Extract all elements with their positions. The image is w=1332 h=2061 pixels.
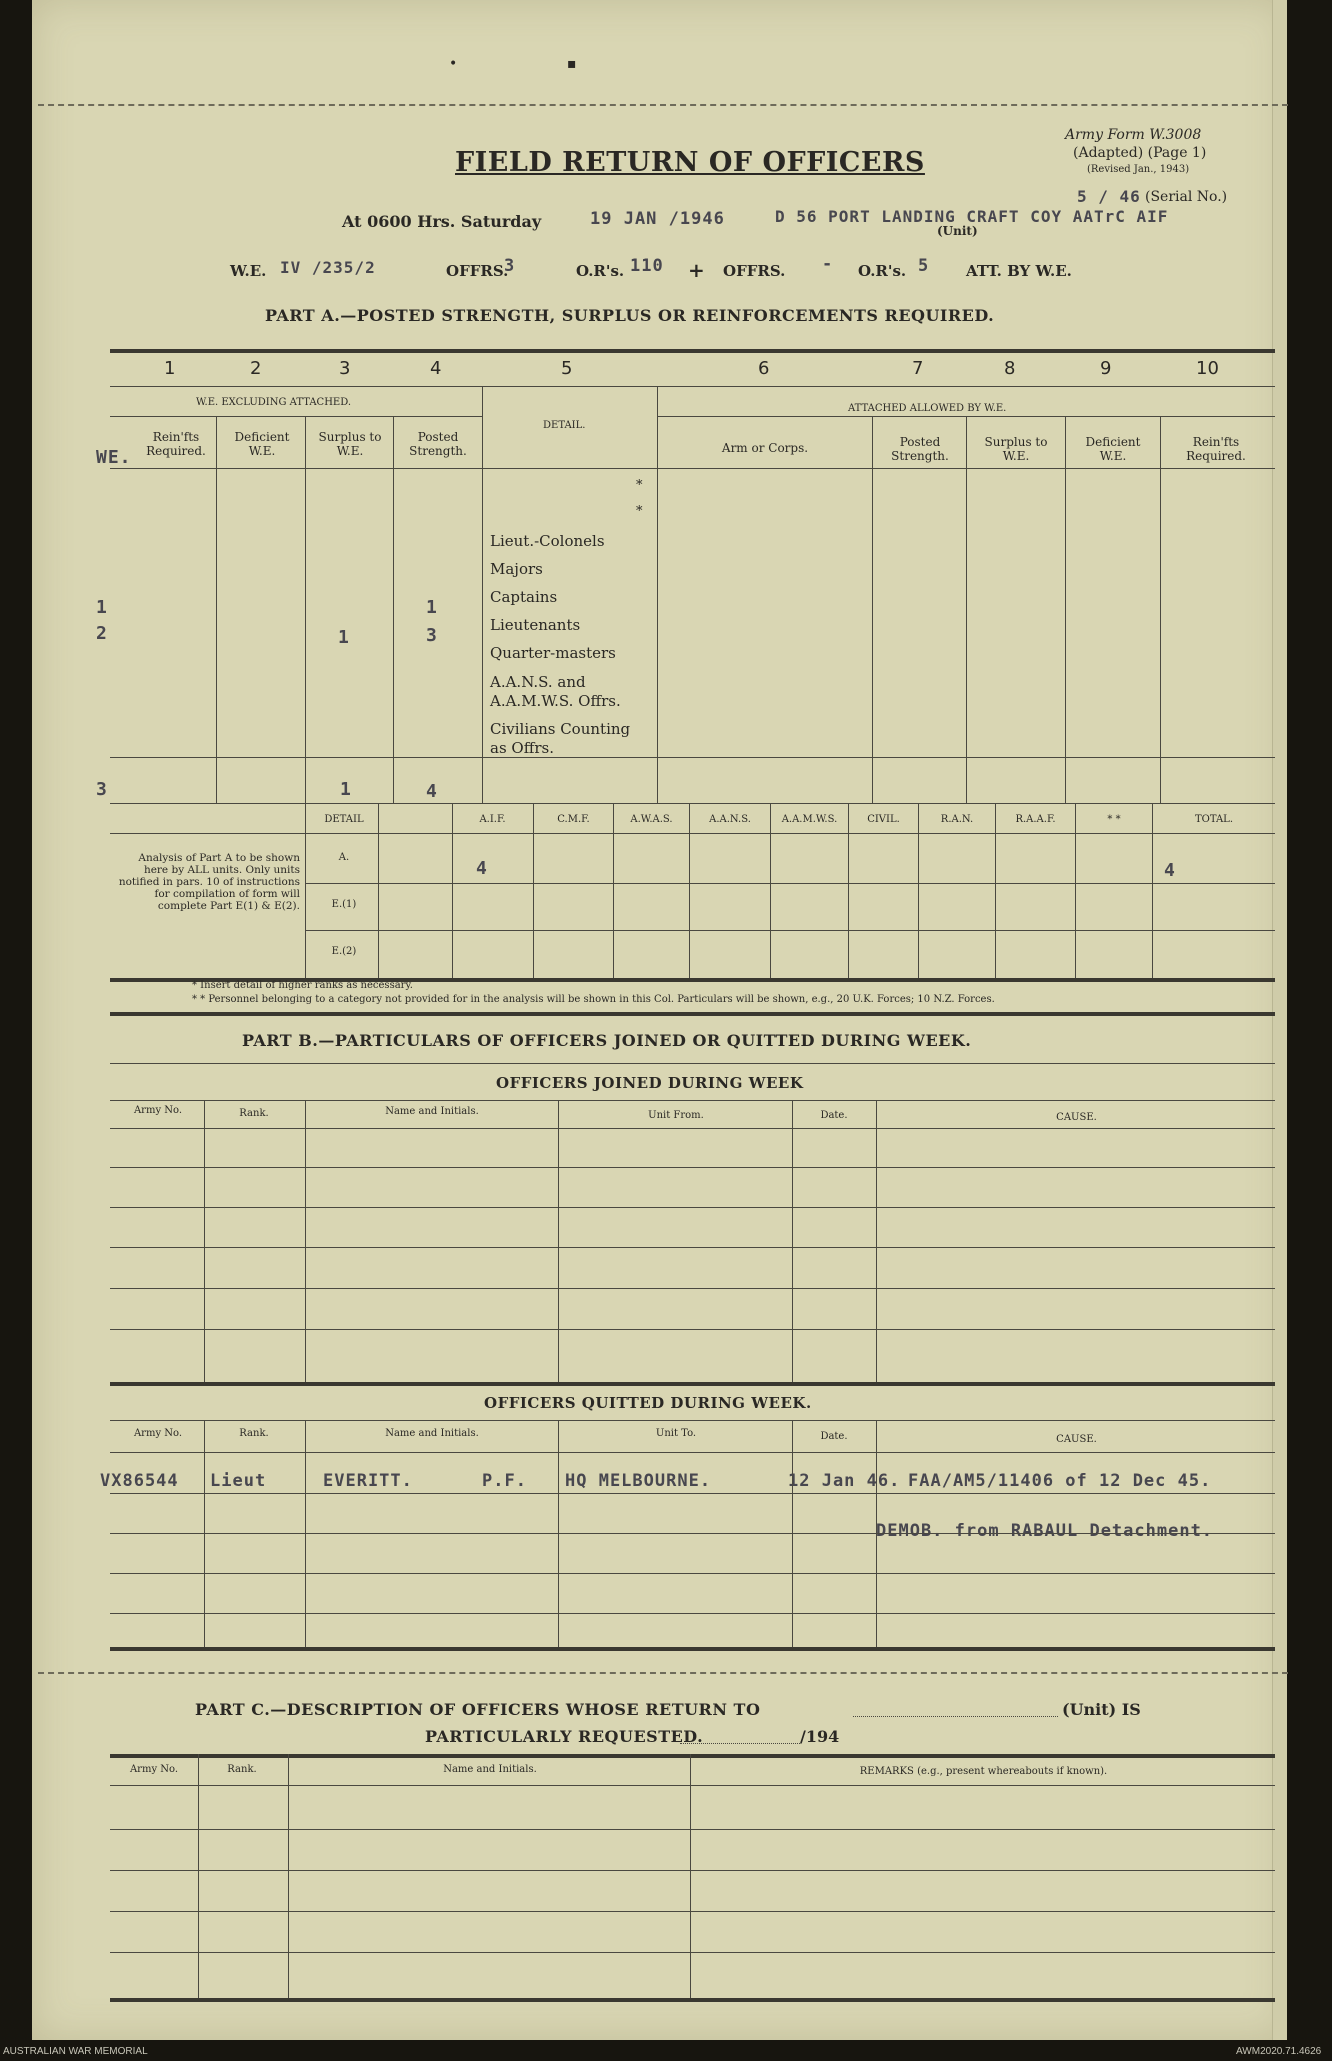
paper-edge (1272, 0, 1287, 2040)
perforation-top (38, 104, 1288, 106)
quitted-rank: Lieut (210, 1471, 267, 1491)
joined-heading: OFFICERS JOINED DURING WEEK (496, 1074, 804, 1092)
col-rule (876, 1420, 877, 1647)
analysis-head: A.A.N.S. (709, 814, 751, 825)
table-rule (110, 1911, 1275, 1912)
revised-label: (Revised Jan., 1943) (1087, 164, 1190, 175)
col-rule (288, 1754, 289, 1998)
quitted-army-no: VX86544 (100, 1471, 179, 1491)
col-rule (1152, 803, 1153, 978)
joined-col-rank: Rank. (239, 1108, 269, 1119)
col-number: 2 (250, 358, 262, 379)
offrs2-value: - (822, 254, 834, 274)
group-label-we: W.E. EXCLUDING ATTACHED. (196, 397, 352, 408)
table-rule (110, 833, 1275, 834)
table-rule (110, 1012, 1275, 1016)
table-rule (110, 1382, 1275, 1386)
col-rule (876, 1100, 877, 1382)
col-head-arm-corps: Arm or Corps. (721, 441, 809, 455)
col-rule (393, 416, 394, 803)
rank-label: Lieut.-Colonels (490, 532, 605, 550)
col-rule (305, 1100, 306, 1382)
quitted-col-name: Name and Initials. (385, 1428, 479, 1439)
analysis-head: R.A.A.F. (1015, 814, 1056, 825)
table-rule (110, 1167, 1275, 1168)
star-mark: * (636, 504, 643, 519)
table-rule (110, 1100, 1275, 1101)
quitted-cause-authority: FAA/AM5/11406 of 12 Dec 45. (908, 1471, 1212, 1491)
col-rule (204, 1100, 205, 1382)
table-rule (305, 883, 1275, 884)
col-head-posted: Posted Strength. (409, 430, 467, 458)
part-a-heading: PART A.—POSTED STRENGTH, SURPLUS OR REINFORCEMENTS REQUIRED. (265, 306, 995, 325)
analysis-row-label: E.(2) (331, 946, 357, 957)
table-rule (110, 1754, 1275, 1758)
col-rule (378, 803, 379, 978)
col-head-surplus: Surplus to W.E. (318, 430, 382, 458)
analysis-head: R.A.N. (940, 814, 974, 825)
joined-col-date: Date. (820, 1110, 848, 1121)
we-value-lieutenants: 2 (96, 623, 108, 644)
table-rule (110, 1870, 1275, 1871)
posted-value-lieutenants: 3 (426, 625, 438, 646)
col-rule (1075, 803, 1076, 978)
col-rule (305, 416, 306, 803)
col-number: 10 (1196, 358, 1219, 379)
col-rule (690, 1754, 691, 1998)
col-rule (558, 1100, 559, 1382)
col-head-att-surplus: Surplus to W.E. (984, 435, 1048, 463)
table-rule (110, 1829, 1275, 1830)
ors-label: O.R's. (576, 262, 625, 280)
ors2-value: 5 (918, 256, 930, 276)
ors-value: 110 (630, 256, 664, 276)
table-rule (110, 1288, 1275, 1289)
we-value-captains: 1 (96, 597, 108, 618)
table-rule (305, 930, 1275, 931)
quitted-col-unit: Unit To. (655, 1428, 697, 1439)
detail-header: DETAIL. (543, 420, 586, 431)
footer-accession: AWM2020.71.4626 (1236, 2046, 1322, 2057)
rank-label: A.A.N.S. and A.A.M.W.S. Offrs. (490, 673, 621, 710)
quitted-unit-to: HQ MELBOURNE. (565, 1471, 712, 1491)
analysis-head: C.M.F. (557, 814, 590, 825)
quitted-initials: P.F. (482, 1471, 527, 1491)
rank-label: Majors (490, 560, 543, 578)
quitted-col-cause: CAUSE. (1056, 1434, 1097, 1445)
date-fill-line (680, 1743, 800, 1744)
rank-label: Captains (490, 588, 558, 606)
col-rule (613, 803, 614, 978)
col-head-deficient: Deficient W.E. (234, 430, 290, 458)
table-rule (110, 386, 1275, 387)
col-rule (770, 803, 771, 978)
col-rule (872, 416, 873, 803)
unit-value: D 56 PORT LANDING CRAFT COY AATrC AIF (775, 207, 1169, 226)
plus-sign: + (688, 258, 705, 282)
posted-value-captains: 1 (426, 597, 438, 618)
col-number: 6 (758, 358, 770, 379)
group-label-attached: ATTACHED ALLOWED BY W.E. (848, 403, 1007, 414)
table-rule (110, 416, 482, 417)
analysis-note: Analysis of Part A to be shown here by ALL units. Only units notified in pars. 10 of instructions for compilation of form will complete Part E(1) & E(2). (118, 852, 300, 912)
total-we: 3 (96, 779, 108, 800)
col-rule (657, 386, 658, 803)
joined-col-cause: CAUSE. (1056, 1112, 1097, 1123)
col-rule (558, 1420, 559, 1647)
col-rule (452, 803, 453, 978)
table-rule (110, 1785, 1275, 1786)
col-head-att-deficient: Deficient W.E. (1085, 435, 1141, 463)
col-rule (216, 416, 217, 803)
quitted-col-rank: Rank. (239, 1428, 269, 1439)
punch-mark: ▪ (567, 56, 577, 72)
col-rule (1160, 416, 1161, 803)
col-rule (848, 803, 849, 978)
quitted-col-date: Date. (820, 1431, 848, 1442)
table-rule (110, 1952, 1275, 1953)
part-c-heading: PART C.—DESCRIPTION OF OFFICERS WHOSE RETURN TO (195, 1700, 761, 1719)
table-rule (110, 1420, 1275, 1421)
quitted-col-army-no: Army No. (133, 1428, 183, 1439)
rank-label: Quarter-masters (490, 644, 616, 662)
table-rule (110, 1247, 1275, 1248)
part-c-col-rank: Rank. (227, 1764, 257, 1775)
col-number: 7 (912, 358, 924, 379)
part-c-unit-is: (Unit) IS (1062, 1700, 1141, 1719)
total-posted: 4 (426, 781, 438, 802)
unit-fill-line (853, 1716, 1058, 1717)
offrs-value: 3 (504, 256, 516, 276)
surplus-value-lieutenants: 1 (338, 627, 350, 648)
col-head-att-posted: Posted Strength. (891, 435, 949, 463)
form-title: FIELD RETURN OF OFFICERS (455, 147, 925, 178)
analysis-head: * * (1107, 814, 1121, 825)
table-rule (110, 1493, 1275, 1494)
unit-label: (Unit) (937, 224, 978, 238)
table-rule (110, 1533, 1275, 1534)
att-label: ATT. BY W.E. (966, 262, 1072, 280)
col-number: 5 (561, 358, 573, 379)
adapted-label: (Adapted) (Page 1) (1073, 145, 1207, 161)
col-rule (198, 1754, 199, 1998)
table-rule (110, 1329, 1275, 1330)
table-rule (110, 1647, 1275, 1651)
analysis-head: A.I.F. (479, 814, 506, 825)
table-rule (110, 757, 1275, 758)
col-rule (1065, 416, 1066, 803)
analysis-head: CIVIL. (867, 814, 900, 825)
quitted-cause-reason: DEMOB. from RABAUL Detachment. (876, 1521, 1214, 1541)
footer-institution: AUSTRALIAN WAR MEMORIAL (3, 2046, 148, 2057)
analysis-total-value: 4 (1164, 860, 1176, 881)
table-rule (110, 1613, 1275, 1614)
col-rule (995, 803, 996, 978)
footnote-higher-ranks: * Insert detail of higher ranks as necessary. (192, 980, 413, 991)
table-rule (110, 468, 1275, 469)
col-rule (966, 416, 967, 803)
joined-col-army-no: Army No. (133, 1105, 183, 1116)
col-number: 4 (430, 358, 442, 379)
analysis-row-label: E.(1) (331, 899, 357, 910)
part-c-col-remarks: REMARKS (e.g., present whereabouts if known). (859, 1766, 1108, 1777)
analysis-head: A.W.A.S. (630, 814, 673, 825)
star-mark: * (636, 478, 643, 493)
analysis-head: TOTAL. (1194, 814, 1234, 825)
col-rule (482, 386, 483, 803)
col-number: 1 (164, 358, 176, 379)
col-rule (792, 1420, 793, 1647)
punch-mark: • (449, 56, 458, 72)
analysis-head: A.A.M.W.S. (781, 814, 838, 825)
col-rule (792, 1100, 793, 1382)
analysis-head: DETAIL (324, 814, 364, 825)
col-number: 8 (1004, 358, 1016, 379)
time-label: At 0600 Hrs. Saturday (342, 212, 542, 231)
col-rule (305, 1420, 306, 1647)
table-rule (110, 349, 1275, 353)
table-rule (110, 1452, 1275, 1453)
col-head-reinforcements: Rein'fts Required. (146, 430, 206, 458)
part-c-col-name: Name and Initials. (443, 1764, 537, 1775)
joined-col-name: Name and Initials. (385, 1106, 479, 1117)
table-rule (110, 1573, 1275, 1574)
part-b-heading: PART B.—PARTICULARS OF OFFICERS JOINED OR QUITTED DURING WEEK. (242, 1031, 972, 1050)
analysis-aif-value: 4 (476, 858, 488, 879)
we-label: W.E. (230, 262, 267, 280)
serial-number: 5 / 46 (1077, 187, 1141, 206)
offrs2-label: OFFRS. (723, 262, 786, 280)
part-c-date: /194 (800, 1727, 840, 1746)
part-c-col-army-no: Army No. (129, 1764, 179, 1775)
table-rule (110, 803, 1275, 804)
perforation-bottom (38, 1672, 1288, 1674)
table-rule (110, 1207, 1275, 1208)
footnote-categories: * * Personnel belonging to a category not provided for in the analysis will be shown in this Col. Particulars will be shown, e.g., 20 U.K. Forces; 10 N.Z. Forces. (192, 994, 995, 1005)
rank-label: Lieutenants (490, 616, 581, 634)
offrs-label: OFFRS. (446, 262, 509, 280)
col-number: 3 (339, 358, 351, 379)
col-rule (533, 803, 534, 978)
army-form-number: Army Form W.3008 (1065, 127, 1202, 143)
we-mark: WE. (96, 447, 132, 468)
col-rule (918, 803, 919, 978)
table-rule (110, 1128, 1275, 1129)
col-head-att-reinforcements: Rein'fts Required. (1186, 435, 1246, 463)
ors2-label: O.R's. (858, 262, 907, 280)
quitted-date: 12 Jan 46. (788, 1471, 901, 1491)
date-value: 19 JAN /1946 (590, 209, 725, 229)
analysis-row-label: A. (338, 852, 350, 863)
col-rule (305, 803, 306, 978)
col-number: 9 (1100, 358, 1112, 379)
we-value: IV /235/2 (280, 258, 376, 277)
part-c-requested: PARTICULARLY REQUESTED. (425, 1727, 704, 1746)
table-rule (110, 1998, 1275, 2002)
quitted-name: EVERITT. (323, 1471, 413, 1491)
quitted-heading: OFFICERS QUITTED DURING WEEK. (484, 1394, 812, 1412)
table-rule (110, 1063, 1275, 1064)
rank-label: Civilians Counting as Offrs. (490, 720, 631, 757)
col-rule (689, 803, 690, 978)
joined-col-unit: Unit From. (648, 1110, 704, 1121)
col-rule (204, 1420, 205, 1647)
total-surplus: 1 (340, 779, 352, 800)
serial-label: (Serial No.) (1145, 189, 1228, 205)
